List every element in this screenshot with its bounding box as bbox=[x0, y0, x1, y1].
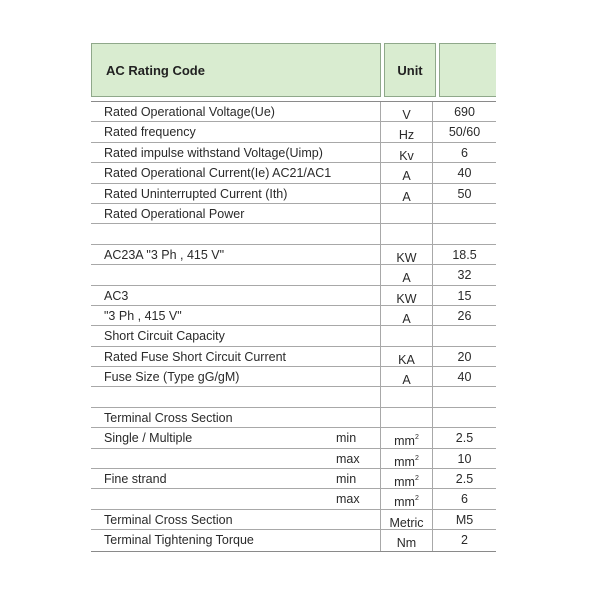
unit-cell bbox=[381, 408, 433, 427]
table-row bbox=[91, 387, 496, 407]
table-header bbox=[91, 43, 496, 97]
param-label: Fine strand bbox=[104, 472, 167, 487]
param-cell bbox=[91, 224, 381, 243]
param-label: Rated Operational Current(Ie) AC21/AC1 bbox=[104, 166, 332, 181]
unit-cell bbox=[381, 367, 433, 386]
param-cell bbox=[91, 286, 381, 305]
table-row bbox=[91, 530, 496, 550]
unit-label: A bbox=[402, 169, 411, 183]
unit-cell bbox=[381, 286, 433, 305]
table-row bbox=[91, 326, 496, 346]
ac-rating-sheet bbox=[91, 43, 496, 552]
unit-label: Nm bbox=[396, 536, 417, 551]
table-row bbox=[91, 286, 496, 306]
unit-label: mm bbox=[394, 475, 415, 489]
value-cell: 2 bbox=[461, 533, 468, 548]
unit-cell bbox=[381, 530, 433, 550]
unit-cell bbox=[381, 306, 433, 325]
param-cell bbox=[91, 102, 381, 121]
table-row bbox=[91, 143, 496, 163]
param-label: Rated Operational Power bbox=[104, 206, 245, 221]
value-cell bbox=[433, 224, 496, 243]
unit-cell bbox=[381, 224, 433, 243]
param-cell bbox=[91, 184, 381, 203]
param-label: Terminal Cross Section bbox=[104, 410, 233, 425]
unit-exponent: 2 bbox=[414, 475, 419, 483]
table-row bbox=[91, 489, 496, 509]
unit-label: mm bbox=[394, 434, 415, 448]
unit-label: A bbox=[402, 311, 411, 326]
table-row bbox=[91, 347, 496, 367]
param-cell bbox=[91, 428, 381, 447]
table-row bbox=[91, 306, 496, 326]
header-code: AC Rating Code bbox=[91, 43, 381, 97]
unit-exponent: 2 bbox=[414, 434, 419, 442]
param-label: Single / Multiple bbox=[104, 431, 193, 446]
value-cell: 6 bbox=[461, 492, 468, 507]
unit-cell bbox=[381, 245, 433, 264]
table-row bbox=[91, 204, 496, 224]
param-cell bbox=[91, 326, 381, 345]
param-cell bbox=[91, 510, 381, 529]
unit-label: Metric bbox=[389, 515, 424, 530]
table-row bbox=[91, 224, 496, 244]
value-cell bbox=[433, 204, 496, 223]
param-cell bbox=[91, 204, 381, 223]
table-row bbox=[91, 510, 496, 530]
param-label: "3 Ph , 415 V" bbox=[104, 308, 182, 323]
param-qualifier: min bbox=[336, 431, 357, 446]
unit-label: KW bbox=[396, 250, 417, 265]
table-row bbox=[91, 245, 496, 265]
value-cell: 690 bbox=[454, 105, 475, 119]
value-cell bbox=[433, 387, 496, 406]
value-cell bbox=[433, 408, 496, 427]
value-cell: 18.5 bbox=[452, 247, 477, 262]
param-qualifier: max bbox=[336, 451, 360, 466]
param-label: Rated Uninterrupted Current (Ith) bbox=[104, 186, 288, 201]
unit-cell bbox=[381, 387, 433, 406]
table-row bbox=[91, 184, 496, 204]
param-label: Rated impulse withstand Voltage(Uimp) bbox=[104, 145, 323, 160]
param-qualifier: max bbox=[336, 492, 360, 507]
unit-cell bbox=[381, 510, 433, 529]
unit-label: KW bbox=[396, 291, 417, 305]
param-cell bbox=[91, 265, 381, 284]
table-row bbox=[91, 102, 496, 122]
table-row bbox=[91, 122, 496, 142]
param-cell bbox=[91, 530, 381, 550]
value-cell: 40 bbox=[457, 166, 472, 181]
header-value bbox=[439, 43, 496, 97]
table-row bbox=[91, 428, 496, 448]
unit-cell bbox=[381, 449, 433, 468]
param-cell bbox=[91, 387, 381, 406]
param-label: Rated Operational Voltage(Ue) bbox=[104, 105, 275, 119]
param-label: AC23A "3 Ph , 415 V" bbox=[104, 247, 225, 262]
unit-cell bbox=[381, 163, 433, 182]
unit-label: mm bbox=[394, 454, 415, 469]
param-cell bbox=[91, 347, 381, 366]
param-cell bbox=[91, 449, 381, 468]
param-cell bbox=[91, 245, 381, 264]
value-cell: 50/60 bbox=[448, 125, 481, 140]
param-label: Fuse Size (Type gG/gM) bbox=[104, 370, 240, 385]
table-row bbox=[91, 469, 496, 489]
param-label: Short Circuit Capacity bbox=[104, 329, 225, 344]
param-qualifier: min bbox=[336, 472, 357, 487]
unit-exponent: 2 bbox=[414, 495, 419, 503]
unit-label: V bbox=[402, 108, 411, 122]
unit-cell bbox=[381, 265, 433, 284]
header-unit: Unit bbox=[384, 43, 436, 97]
param-label: Rated frequency bbox=[104, 125, 196, 140]
value-cell: 10 bbox=[457, 451, 472, 466]
unit-cell bbox=[381, 469, 433, 488]
unit-label: A bbox=[402, 271, 411, 285]
unit-cell bbox=[381, 489, 433, 508]
unit-label: mm bbox=[394, 495, 415, 509]
value-cell: 26 bbox=[457, 308, 472, 323]
unit-label: Kv bbox=[399, 148, 414, 163]
param-label: Terminal Cross Section bbox=[104, 512, 233, 527]
unit-cell bbox=[381, 143, 433, 162]
param-label: Terminal Tightening Torque bbox=[104, 533, 254, 548]
param-cell bbox=[91, 163, 381, 182]
value-cell: 50 bbox=[457, 186, 472, 201]
unit-cell bbox=[381, 184, 433, 203]
unit-label: KA bbox=[398, 352, 415, 367]
table-row bbox=[91, 163, 496, 183]
value-cell: 2.5 bbox=[455, 472, 474, 487]
param-label: Rated Fuse Short Circuit Current bbox=[104, 349, 287, 364]
value-cell: 6 bbox=[461, 145, 468, 160]
unit-cell bbox=[381, 347, 433, 366]
unit-cell bbox=[381, 122, 433, 141]
table-row bbox=[91, 265, 496, 285]
param-cell bbox=[91, 306, 381, 325]
unit-label: A bbox=[402, 373, 411, 387]
param-cell bbox=[91, 489, 381, 508]
unit-cell bbox=[381, 204, 433, 223]
value-cell: 40 bbox=[457, 370, 472, 385]
unit-label: A bbox=[402, 189, 411, 203]
unit-cell bbox=[381, 102, 433, 121]
param-cell bbox=[91, 469, 381, 488]
value-cell bbox=[433, 326, 496, 345]
param-cell bbox=[91, 122, 381, 141]
unit-cell bbox=[381, 428, 433, 447]
value-cell: 32 bbox=[457, 268, 472, 283]
unit-label: Hz bbox=[398, 128, 415, 142]
ratings-table bbox=[91, 101, 496, 552]
value-cell: M5 bbox=[455, 512, 474, 527]
param-cell bbox=[91, 367, 381, 386]
value-cell: 2.5 bbox=[455, 431, 474, 446]
value-cell: 15 bbox=[457, 288, 472, 303]
param-cell bbox=[91, 143, 381, 162]
table-row bbox=[91, 367, 496, 387]
unit-cell bbox=[381, 326, 433, 345]
unit-exponent: 2 bbox=[414, 454, 419, 462]
param-cell bbox=[91, 408, 381, 427]
param-label: AC3 bbox=[104, 288, 129, 303]
table-row bbox=[91, 449, 496, 469]
table-row bbox=[91, 408, 496, 428]
value-cell: 20 bbox=[457, 349, 472, 364]
